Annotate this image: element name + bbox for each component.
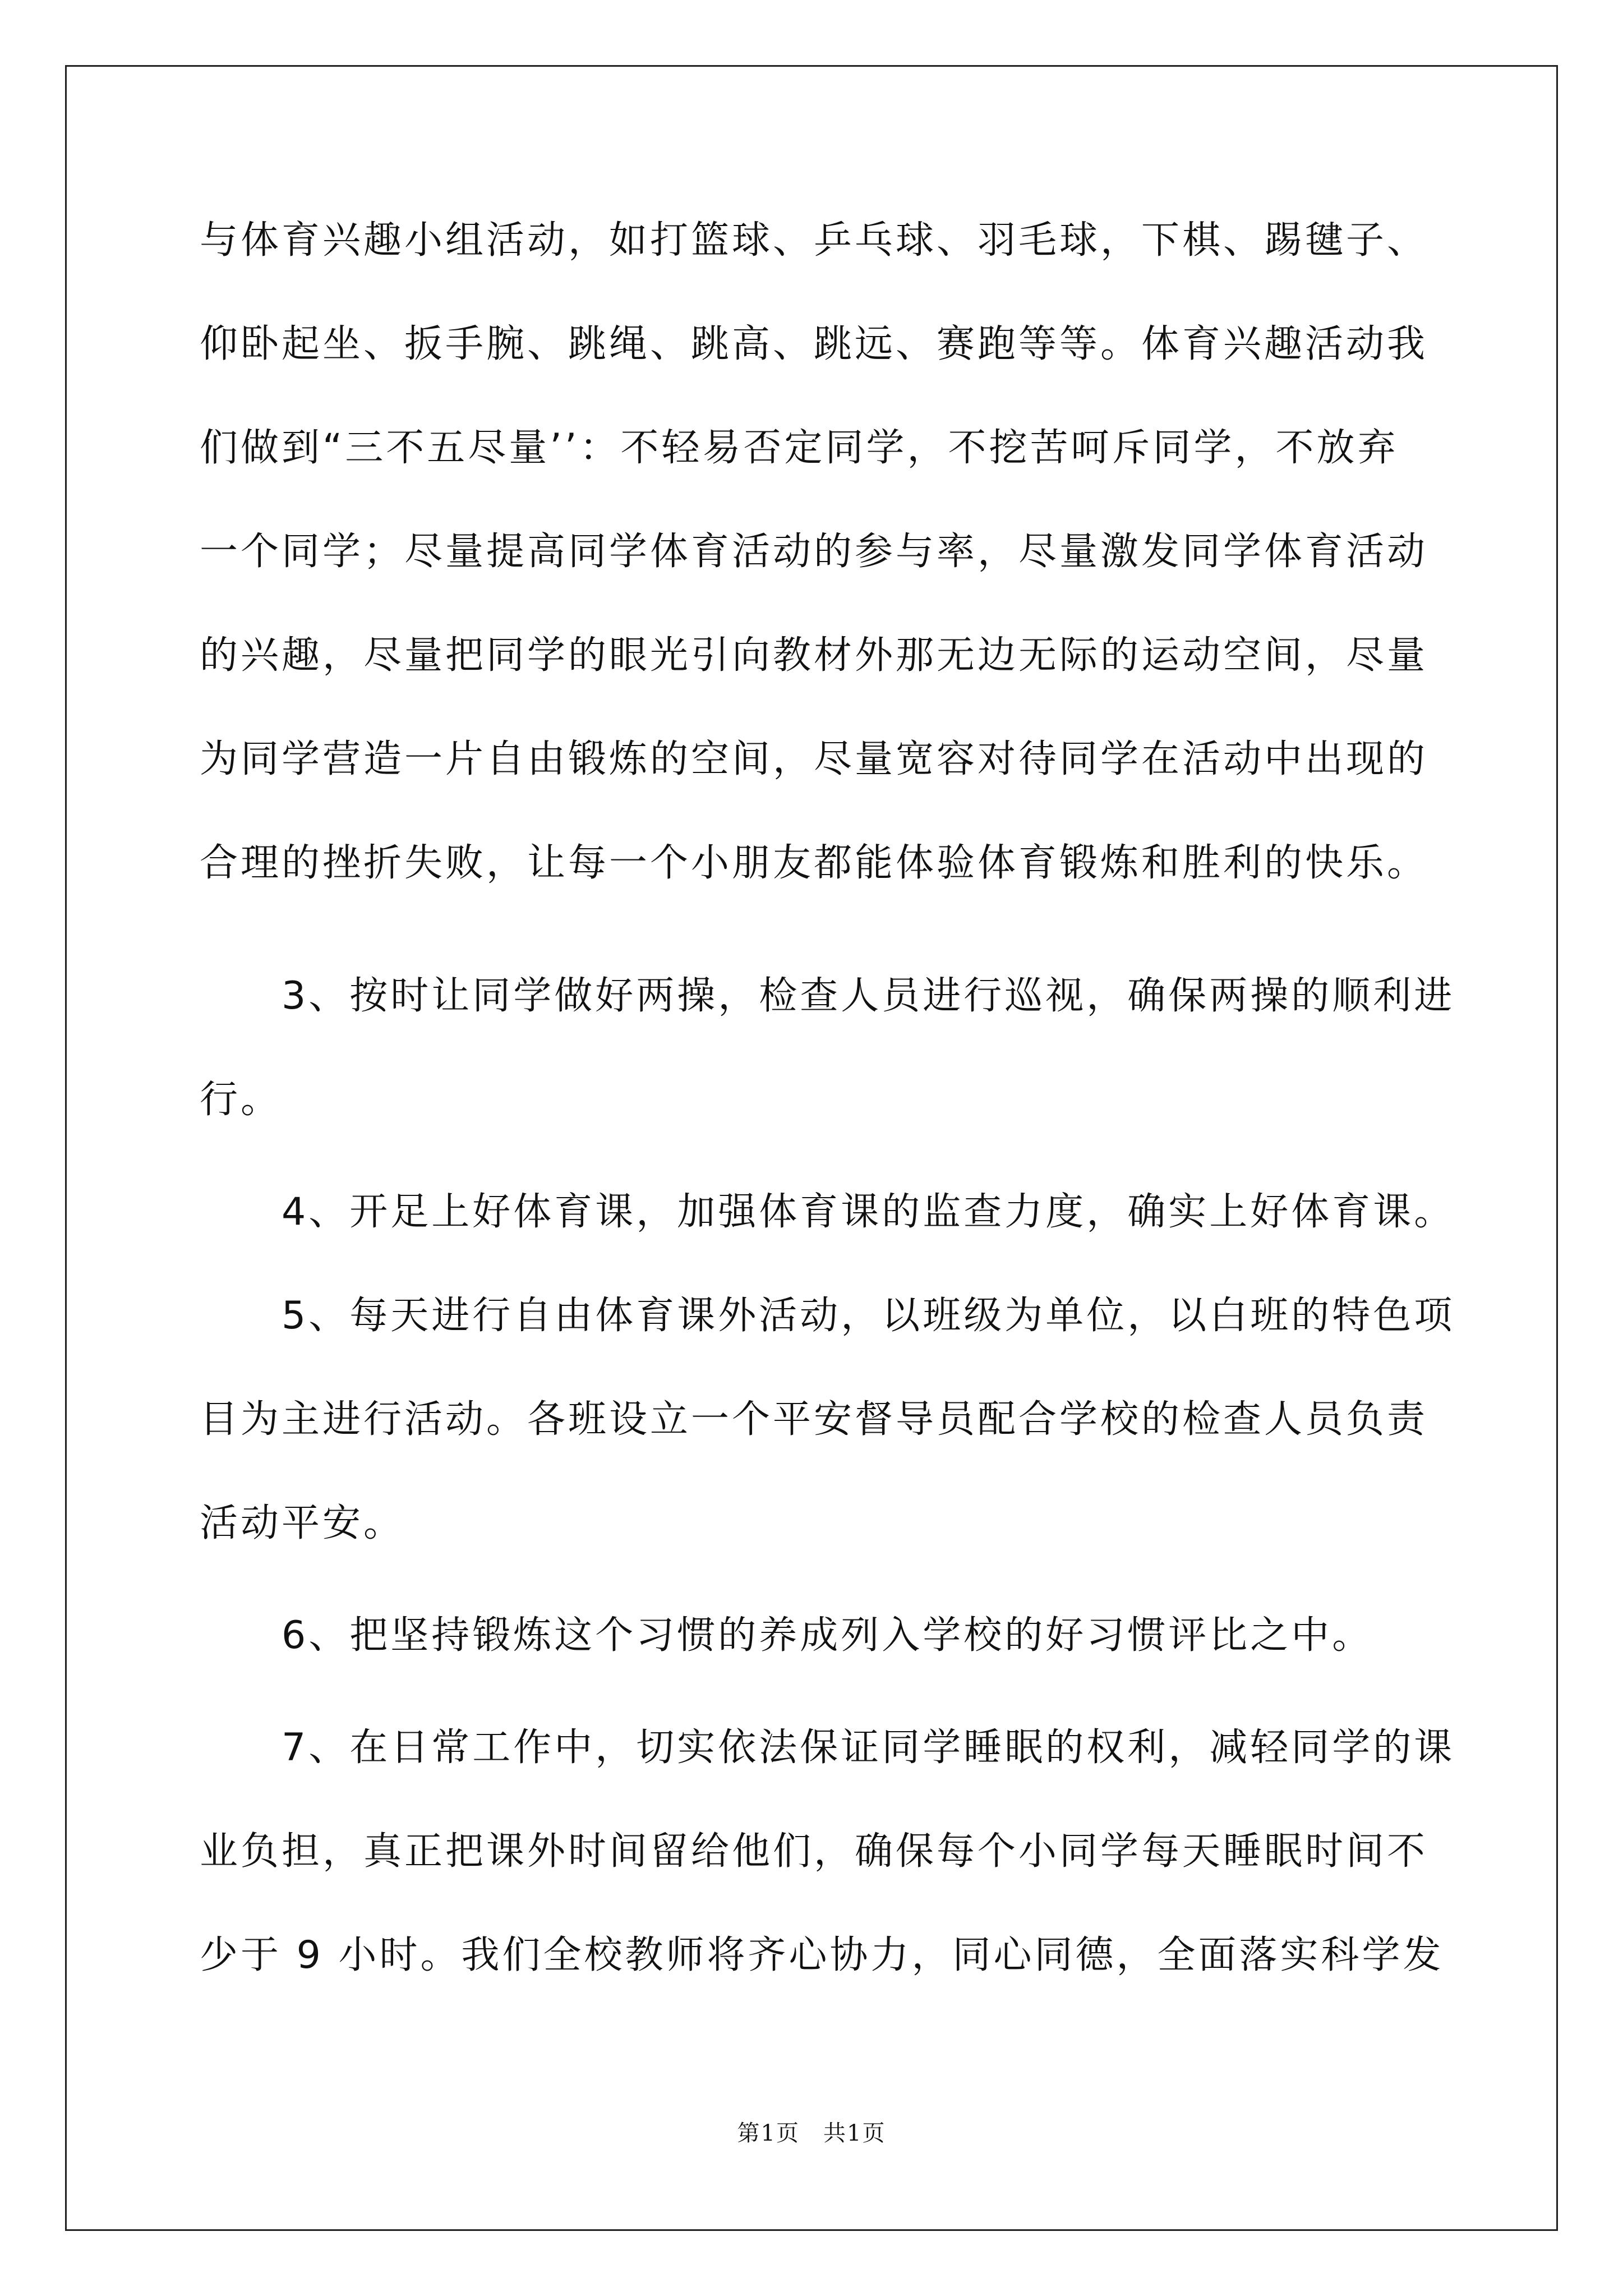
text-line: 们做到“三不五尽量’’：不轻易否定同学，不挖苦呵斥同学，不放弃	[200, 426, 1399, 470]
text-line: 3、按时让同学做好两操，检查人员进行巡视，确保两操的顺利进	[200, 974, 1455, 1018]
page-footer: 第1页 共1页	[737, 2120, 886, 2146]
text-line: 目为主进行活动。各班设立一个平安督导员配合学校的检查人员负责	[200, 1397, 1428, 1442]
text-line: 7、在日常工作中，切实依法保证同学睡眠的权利，减轻同学的课	[200, 1726, 1455, 1770]
text-line: 为同学营造一片自由锻炼的空间，尽量宽容对待同学在活动中出现的	[200, 737, 1428, 781]
text-line: 业负担，真正把课外时间留给他们，确保每个小同学每天睡眠时间不	[200, 1829, 1428, 1874]
text-line: 仰卧起坐、扳手腕、跳绳、跳高、跳远、赛跑等等。体育兴趣活动我	[200, 322, 1428, 366]
text-line: 与体育兴趣小组活动，如打篮球、乒乓球、羽毛球，下棋、踢毽子、	[200, 218, 1428, 263]
page-border	[65, 65, 1558, 2231]
text-line: 4、开足上好体育课，加强体育课的监查力度，确实上好体育课。	[200, 1190, 1455, 1234]
text-line: 6、把坚持锻炼这个习惯的养成列入学校的好习惯评比之中。	[200, 1613, 1373, 1658]
text-line: 少于 9 小时。我们全校教师将齐心协力，同心同德，全面落实科学发	[200, 1933, 1444, 1977]
text-line: 行。	[200, 1078, 282, 1122]
text-line: 的兴趣，尽量把同学的眼光引向教材外那无边无际的运动空间，尽量	[200, 633, 1428, 678]
text-line: 合理的挫折失败，让每一个小朋友都能体验体育锻炼和胜利的快乐。	[200, 841, 1428, 885]
text-line: 一个同学；尽量提高同学体育活动的参与率，尽量激发同学体育活动	[200, 530, 1428, 574]
text-line: 活动平安。	[200, 1501, 405, 1545]
text-line: 5、每天进行自由体育课外活动，以班级为单位，以白班的特色项	[200, 1294, 1455, 1338]
